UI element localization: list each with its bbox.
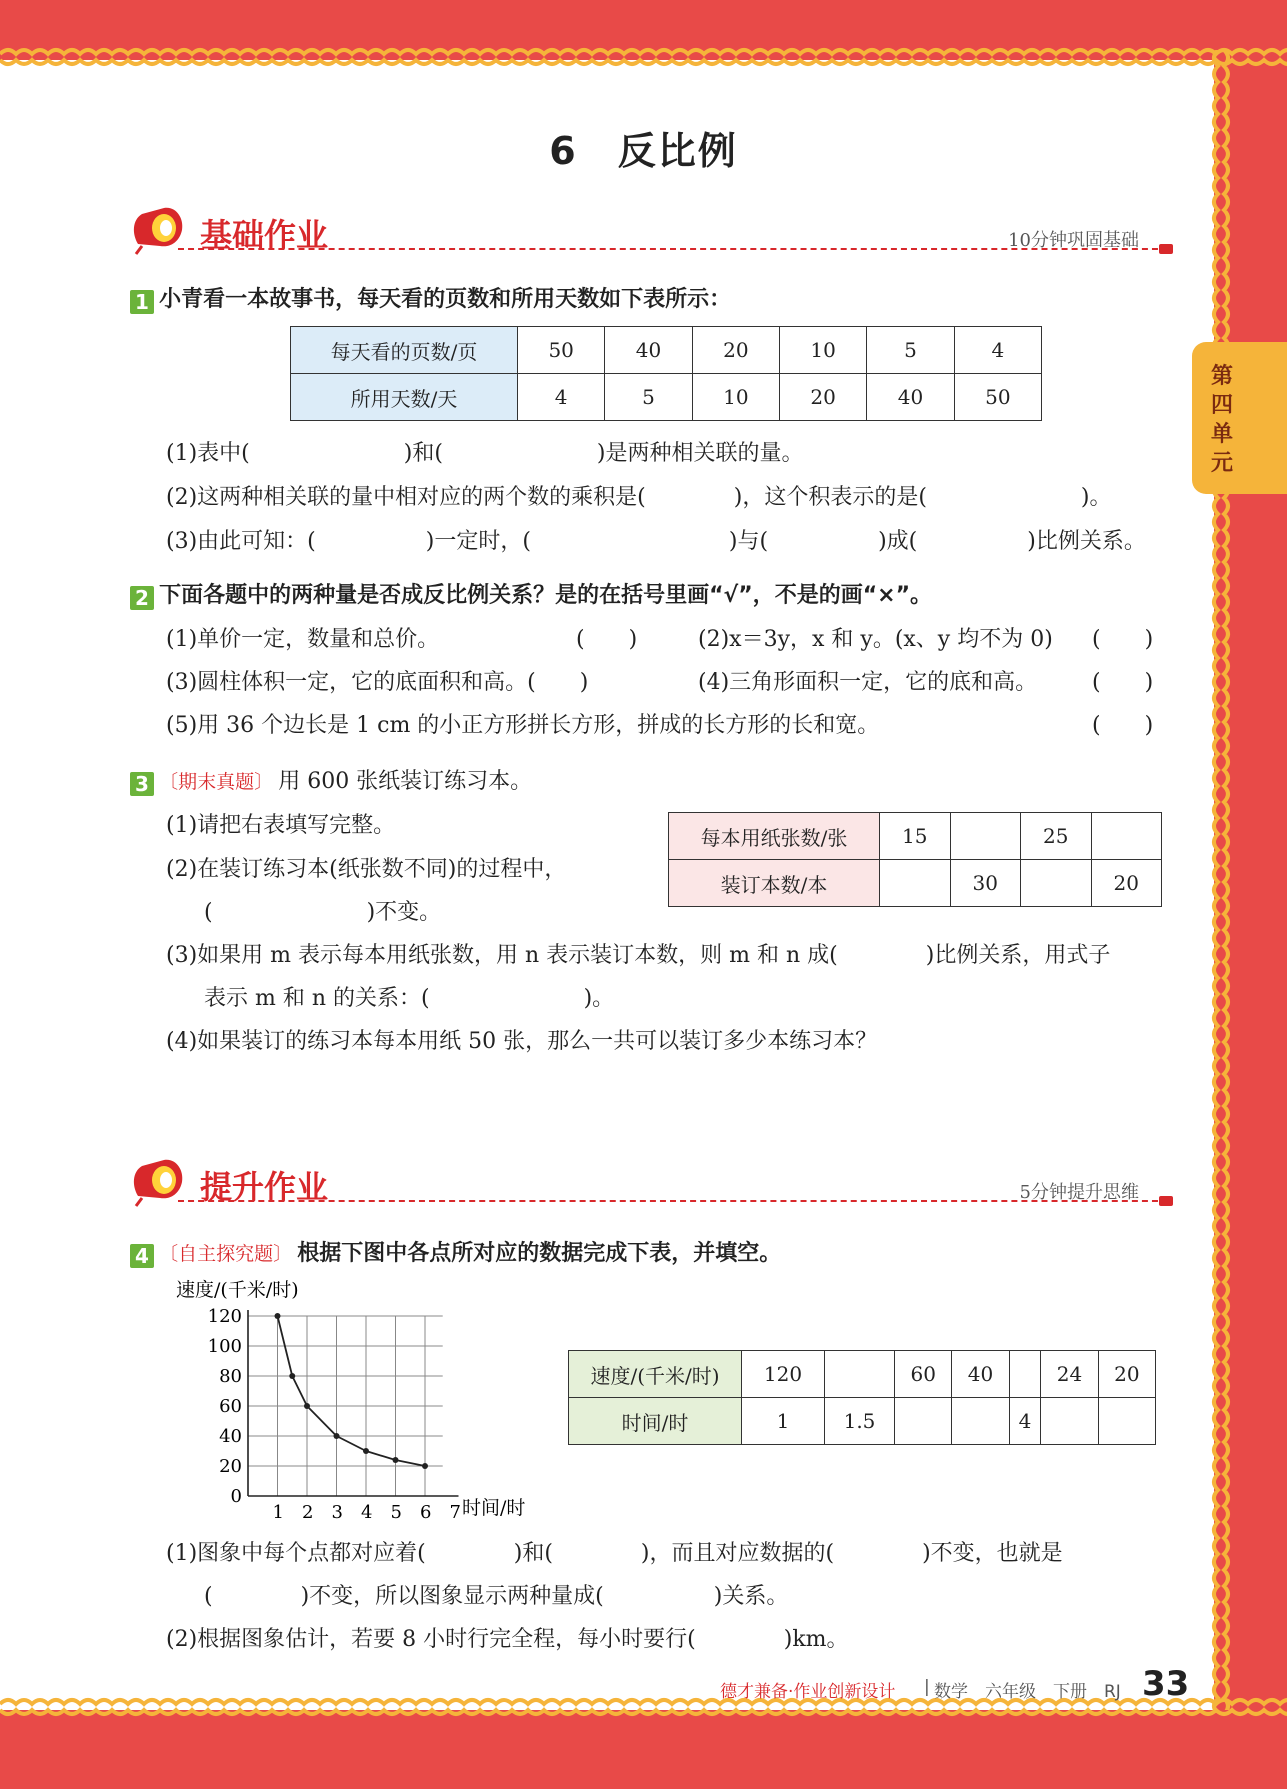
chart-x-tick-label: 1 [272,1502,284,1523]
section-header-advanced [128,1152,1173,1212]
q2-item-4-answer: ( ) [1092,670,1154,695]
chart-y-tick-label: 100 [207,1336,242,1357]
chart-x-tick-label: 7 [449,1502,461,1523]
table-header-cell: 时间/时 [569,1398,742,1445]
table-cell: 10 [779,327,866,374]
page-title: 6 反比例 [549,129,738,173]
table-cell: 50 [954,374,1041,421]
table-cell: 120 [742,1351,825,1398]
question-3-stem [130,764,532,796]
table-cell: 1.5 [824,1398,894,1445]
table-cell: 60 [895,1351,952,1398]
table-cell: 20 [692,327,779,374]
question-number: 4 [130,1244,154,1268]
table-cell: 5 [605,374,692,421]
section-title: 提升作业 [200,1168,329,1206]
chart-data-point [304,1403,310,1409]
table-header-cell: 每本用纸张数/张 [669,813,880,860]
table-cell: 4 [518,374,605,421]
chart-x-tick-label: 4 [361,1502,373,1523]
section-divider-end [1159,1196,1173,1206]
footer-separator: | [924,1677,930,1697]
q2-item-1-answer: ( ) [576,627,638,652]
chart-y-tick-label: 40 [219,1426,242,1447]
table-cell: 4 [1009,1398,1041,1445]
section-note: 10分钟巩固基础 [1008,230,1139,251]
table-cell [880,860,951,907]
footer-brand: 德才兼备·作业创新设计 [720,1682,896,1702]
unit-side-tab-label: 第四单元 [1210,364,1233,476]
chart-data-point [363,1448,369,1454]
q2-item-2: (2)x＝3y，x 和 y。(x、y 均不为 0) [698,627,1053,652]
chart-y-tick-label: 20 [219,1456,242,1477]
table-cell: 30 [950,860,1021,907]
question-tag: 〔期末真题〕 [159,771,274,793]
table-cell: 5 [867,327,954,374]
q3-table [668,812,1162,907]
q4-subquestion-1: (1)图象中每个点都对应着( )和( )，而且对应数据的( )不变，也就是 [166,1541,1063,1566]
q2-item-4: (4)三角形面积一定，它的底和高。 [698,670,1038,695]
section-divider [178,248,1168,250]
table-cell: 40 [952,1351,1009,1398]
table-row [669,860,1162,907]
chart-x-tick-label: 2 [302,1502,314,1523]
table-cell: 15 [880,813,951,860]
table-cell: 24 [1041,1351,1098,1398]
q1-table [290,326,1042,421]
table-row [291,374,1042,421]
wave-border-top [0,46,1287,70]
chart-data-point [275,1313,281,1319]
table-cell: 25 [1021,813,1092,860]
chart-data-point [289,1373,295,1379]
table-row [291,327,1042,374]
chart-y-tick-label: 120 [207,1306,242,1327]
table-cell [1021,860,1092,907]
q3-subquestion-3: (3)如果用 m 表示每本用纸张数，用 n 表示装订本数，则 m 和 n 成( )比例关系，用式子 [166,943,1111,968]
table-cell [1098,1398,1155,1445]
table-header-cell: 每天看的页数/页 [291,327,518,374]
speed-time-chart [160,1272,550,1532]
q2-item-1: (1)单价一定，数量和总价。 [166,627,440,652]
table-row [669,813,1162,860]
q2-item-2-answer: ( ) [1092,627,1154,652]
question-4-stem [130,1236,781,1268]
section-header-basic [128,200,1173,260]
q1-subquestion-3: (3)由此可知：( )一定时，( )与( )成( )比例关系。 [166,529,1146,554]
q3-subquestion-1: (1)请把右表填写完整。 [166,813,396,838]
section-divider-end [1159,244,1173,254]
table-cell: 4 [954,327,1041,374]
chart-x-tick-label: 5 [390,1502,402,1523]
chart-series-line [278,1316,426,1466]
table-cell: 50 [518,327,605,374]
table-header-cell: 所用天数/天 [291,374,518,421]
footer-book-info: 数学 六年级 下册 RJ [934,1682,1121,1702]
table-cell: 40 [867,374,954,421]
table-cell: 1 [742,1398,825,1445]
q2-item-3: (3)圆柱体积一定，它的底面积和高。( ) [166,670,589,695]
q2-item-5: (5)用 36 个边长是 1 cm 的小正方形拼长方形，拼成的长方形的长和宽。 [166,713,880,738]
q4-table [568,1350,1156,1445]
table-cell: 40 [605,327,692,374]
question-1-stem [130,282,731,314]
section-title: 基础作业 [200,216,329,254]
question-number: 2 [130,586,154,610]
q1-subquestion-2: (2)这两种相关联的量中相对应的两个数的乘积是( )，这个积表示的是( )。 [166,485,1112,510]
q3-subquestion-2: (2)在装订练习本(纸张数不同)的过程中， [166,857,567,882]
chart-x-tick-label: 6 [420,1502,432,1523]
chart-y-axis-label: 速度/(千米/时) [176,1279,299,1301]
q2-item-5-answer: ( ) [1092,713,1154,738]
table-cell: 20 [779,374,866,421]
question-2-stem [130,578,932,610]
table-cell: 20 [1098,1351,1155,1398]
question-text: 根据下图中各点所对应的数据完成下表，并填空。 [297,1241,782,1266]
question-number: 3 [130,772,154,796]
table-cell [950,813,1021,860]
chart-x-tick-label: 3 [331,1502,343,1523]
question-text: 小青看一本故事书，每天看的页数和所用天数如下表所示： [159,287,732,312]
table-cell [895,1398,952,1445]
table-cell [824,1351,894,1398]
chart-y-tick-label: 80 [219,1366,242,1387]
page-number: 33 [1142,1664,1190,1704]
table-cell [1009,1351,1041,1398]
chart-x-axis-label: 时间/时 [462,1497,526,1519]
section-divider [178,1200,1168,1202]
chart-data-point [334,1433,340,1439]
q1-subquestion-1: (1)表中( )和( )是两种相关联的量。 [166,441,804,466]
q3-subquestion-2-cont: ( )不变。 [204,900,442,925]
table-cell: 10 [692,374,779,421]
question-number: 1 [130,290,154,314]
chart-data-point [422,1463,428,1469]
question-tag: 〔自主探究题〕 [159,1243,293,1265]
q4-subquestion-2: (2)根据图象估计，若要 8 小时行完全程，每小时要行( )km。 [166,1627,849,1652]
question-text: 用 600 张纸装订练习本。 [278,769,533,794]
table-header-cell: 速度/(千米/时) [569,1351,742,1398]
chart-y-tick-label: 60 [219,1396,242,1417]
table-cell: 20 [1091,860,1162,907]
q3-subquestion-3-cont: 表示 m 和 n 的关系：( )。 [204,986,615,1011]
table-row [569,1398,1156,1445]
chart-data-point [393,1457,399,1463]
table-header-cell: 装订本数/本 [669,860,880,907]
section-note: 5分钟提升思维 [1019,1182,1139,1203]
table-cell [1041,1398,1098,1445]
q3-subquestion-4: (4)如果装订的练习本每本用纸 50 张，那么一共可以装订多少本练习本？ [166,1029,878,1054]
q4-subquestion-1-cont: ( )不变，所以图象显示两种量成( )关系。 [204,1584,789,1609]
table-cell [1091,813,1162,860]
table-row [569,1351,1156,1398]
table-cell [952,1398,1009,1445]
wave-border-right [1210,50,1234,1710]
chart-y-tick-label: 0 [230,1486,242,1507]
question-text: 下面各题中的两种量是否成反比例关系？是的在括号里画“√”，不是的画“×”。 [159,583,933,608]
